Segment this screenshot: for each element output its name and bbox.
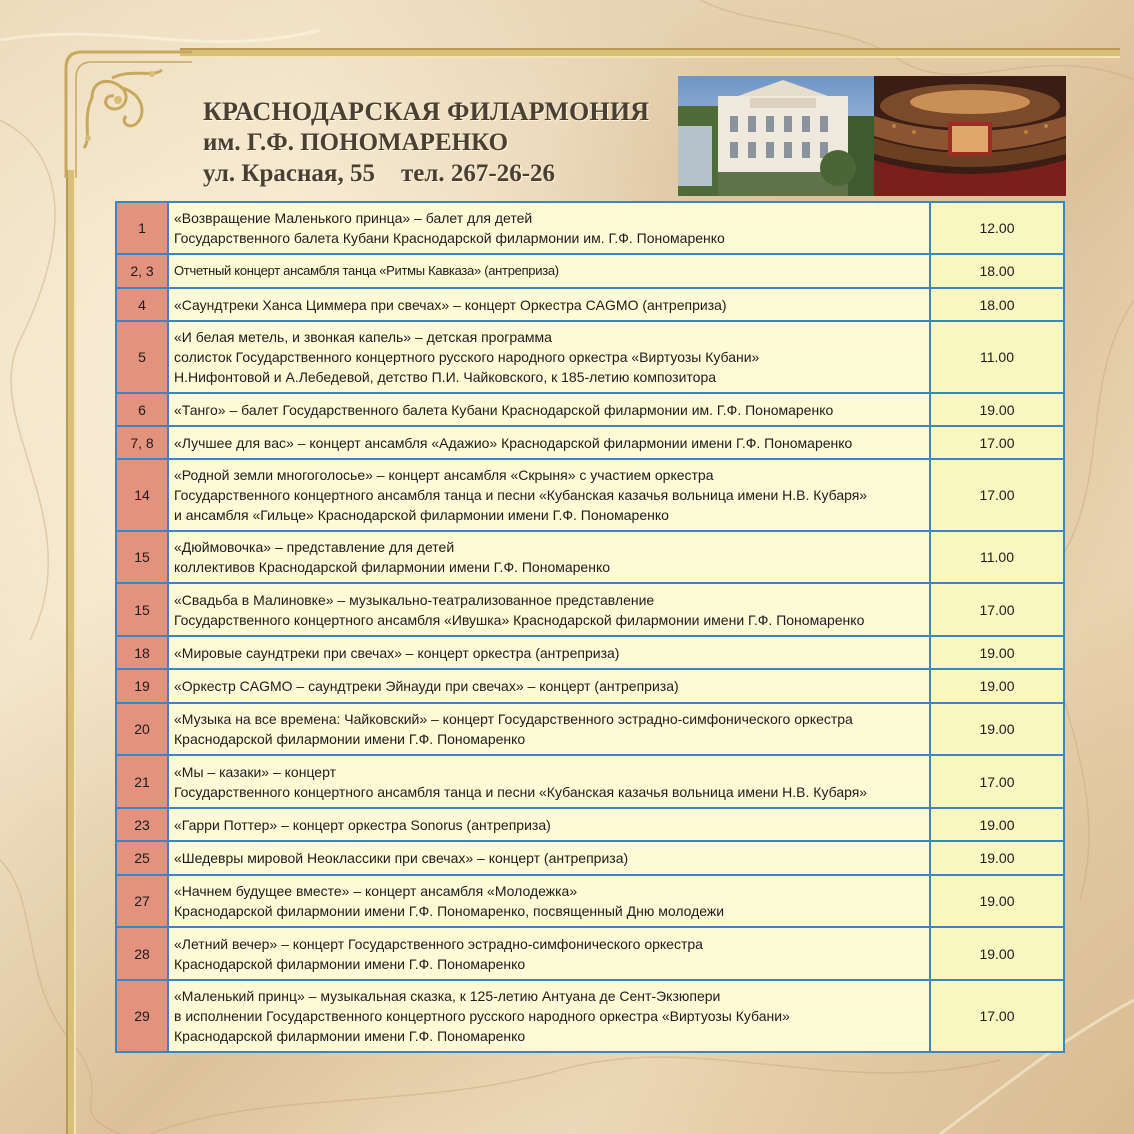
table-row	[116, 703, 1064, 755]
event-description-line: «Музыка на все времена: Чайковский» – концерт Государственного эстрадно-симфонического оркестра	[174, 711, 853, 727]
event-description	[168, 393, 930, 426]
event-time: 17.00	[930, 459, 1064, 531]
table-row	[116, 808, 1064, 841]
table-row	[116, 531, 1064, 583]
event-time: 19.00	[930, 703, 1064, 755]
event-time: 17.00	[930, 583, 1064, 636]
event-description-line: Н.Нифонтовой и А.Лебедевой, детство П.И. Чайковского, к 185-летию композитора	[174, 369, 717, 385]
event-description	[168, 669, 930, 703]
event-day: 21	[116, 755, 168, 808]
event-description-line: Краснодарской филармонии имени Г.Ф. Пономаренко	[174, 955, 526, 972]
event-description-line: Государственного балета Кубани Краснодарской филармонии им. Г.Ф. Пономаренко	[174, 230, 725, 246]
event-time: 11.00	[930, 321, 1064, 393]
event-time: 19.00	[930, 808, 1064, 841]
event-description-line: солисток Государственного концертного русского народного оркестра «Виртуозы Кубани»	[174, 349, 760, 365]
event-time: 11.00	[930, 531, 1064, 583]
event-day: 18	[116, 636, 168, 669]
event-description-line: Краснодарской филармонии имени Г.Ф. Пономаренко	[174, 731, 526, 747]
event-description-line: Краснодарской филармонии имени Г.Ф. Пономаренко, посвященный Дню молодежи	[174, 903, 725, 919]
event-day: 6	[116, 393, 168, 426]
philharmonic-name: им. Г.Ф. ПОНОМАРЕНКО	[203, 129, 509, 156]
event-day: 19	[116, 669, 168, 703]
event-description-line: «Мировые саундтреки при свечах» – концерт оркестра (антреприза)	[174, 644, 620, 661]
event-description-line: «Оркестр CAGMO – саундтреки Эйнауди при свечах» – концерт (антреприза)	[174, 678, 679, 694]
table-row	[116, 636, 1064, 669]
event-time: 12.00	[930, 202, 1064, 254]
event-time: 19.00	[930, 636, 1064, 669]
event-description	[168, 875, 930, 927]
event-day: 1	[116, 202, 168, 254]
table-row	[116, 669, 1064, 703]
table-row	[116, 254, 1064, 288]
event-description-line: «Саундтреки Ханса Циммера при свечах» – концерт Оркестра CAGMO (антреприза)	[174, 296, 727, 313]
table-row	[116, 583, 1064, 636]
event-day: 28	[116, 927, 168, 980]
contact-line	[203, 158, 673, 189]
event-description-line: Государственного концертного ансамбля танца и песни «Кубанская казачья вольница имени Н.В. Кубаря»	[174, 487, 868, 503]
event-description-line: Государственного концертного ансамбля танца и песни «Кубанская казачья вольница имени Н.В. Кубаря»	[174, 783, 868, 800]
event-description	[168, 755, 930, 808]
event-description	[168, 636, 930, 669]
table-row	[116, 927, 1064, 980]
philharmonic-title: КРАСНОДАРСКАЯ ФИЛАРМОНИЯ	[203, 97, 650, 126]
event-description	[168, 459, 930, 531]
event-time: 19.00	[930, 393, 1064, 426]
frame-top-line	[180, 48, 1120, 58]
event-description-line: «Маленький принц» – музыкальная сказка, к 125-летию Антуана де Сент-Экзюпери	[174, 988, 721, 1004]
event-description	[168, 202, 930, 254]
header	[203, 96, 673, 189]
event-time: 19.00	[930, 841, 1064, 875]
event-time: 19.00	[930, 927, 1064, 980]
event-day: 2, 3	[116, 254, 168, 288]
event-description-line: в исполнении Государственного концертного русского народного оркестра «Виртуозы Кубани»	[174, 1008, 790, 1024]
event-description	[168, 808, 930, 841]
event-description-line: «Танго» – балет Государственного балета Кубани Краснодарской филармонии им. Г.Ф. Пономаренко	[174, 401, 834, 418]
event-description-line: Государственного концертного ансамбля «Ивушка» Краснодарской филармонии имени Г.Ф. Пономаренко	[174, 611, 865, 628]
event-description	[168, 841, 930, 875]
event-description	[168, 531, 930, 583]
event-time: 18.00	[930, 254, 1064, 288]
event-day: 25	[116, 841, 168, 875]
event-day: 14	[116, 459, 168, 531]
event-description	[168, 703, 930, 755]
event-day: 20	[116, 703, 168, 755]
table-row	[116, 426, 1064, 459]
event-time: 19.00	[930, 669, 1064, 703]
concert-hall-photo	[874, 76, 1066, 196]
event-description-line: «Начнем будущее вместе» – концерт ансамбля «Молодежка»	[174, 883, 578, 899]
event-time: 17.00	[930, 426, 1064, 459]
event-day: 7, 8	[116, 426, 168, 459]
event-description-line: «Возвращение Маленького принца» – балет для детей	[174, 210, 533, 226]
event-description-line: «Родной земли многоголосье» – концерт ансамбля «Скрыня» с участием оркестра	[174, 467, 714, 483]
table-row	[116, 288, 1064, 321]
table-row	[116, 393, 1064, 426]
event-description	[168, 321, 930, 393]
table-row	[116, 980, 1064, 1052]
event-description-line: «Гарри Поттер» – концерт оркестра Sonorus (антреприза)	[174, 816, 551, 833]
event-description-line: Отчетный концерт ансамбля танца «Ритмы Кавказа» (антреприза)	[174, 263, 559, 278]
phone: тел. 267-26-26	[400, 160, 556, 187]
table-row	[116, 755, 1064, 808]
event-description-line: коллективов Краснодарской филармонии имени Г.Ф. Пономаренко	[174, 559, 611, 575]
event-description	[168, 288, 930, 321]
event-day: 4	[116, 288, 168, 321]
table-row	[116, 459, 1064, 531]
event-description-line: Краснодарской филармонии имени Г.Ф. Пономаренко	[174, 1028, 526, 1044]
event-day: 23	[116, 808, 168, 841]
event-time: 17.00	[930, 980, 1064, 1052]
event-description-line: «Свадьба в Малиновке» – музыкально-театрализованное представление	[174, 591, 655, 608]
event-description	[168, 927, 930, 980]
event-description-line: и ансамбля «Гильце» Краснодарской филармонии имени Г.Ф. Пономаренко	[174, 507, 669, 523]
corner-ornament	[52, 38, 192, 178]
event-day: 15	[116, 583, 168, 636]
address: ул. Красная, 55	[203, 160, 375, 187]
table-row	[116, 321, 1064, 393]
event-description	[168, 254, 930, 288]
event-description-line: «Мы – казаки» – концерт	[174, 763, 336, 780]
event-description	[168, 583, 930, 636]
event-description-line: «Лучшее для вас» – концерт ансамбля «Адажио» Краснодарской филармонии имени Г.Ф. Пономаренко	[174, 434, 853, 451]
event-description-line: «И белая метель, и звонкая капель» – детская программа	[174, 329, 552, 345]
event-day: 5	[116, 321, 168, 393]
event-time: 17.00	[930, 755, 1064, 808]
building-photo	[678, 76, 874, 196]
table-row	[116, 841, 1064, 875]
event-time: 19.00	[930, 875, 1064, 927]
event-description-line: «Шедевры мировой Неоклассики при свечах» – концерт (антреприза)	[174, 850, 629, 866]
event-day: 15	[116, 531, 168, 583]
event-description	[168, 426, 930, 459]
event-day: 29	[116, 980, 168, 1052]
event-time: 18.00	[930, 288, 1064, 321]
table-row	[116, 202, 1064, 254]
frame-left-line	[66, 170, 76, 1134]
event-day: 27	[116, 875, 168, 927]
event-description-line: «Летний вечер» – концерт Государственного эстрадно-симфонического оркестра	[174, 935, 703, 952]
event-description-line: «Дюймовочка» – представление для детей	[174, 539, 455, 555]
event-description	[168, 980, 930, 1052]
schedule-table	[115, 201, 1065, 1053]
table-row	[116, 875, 1064, 927]
